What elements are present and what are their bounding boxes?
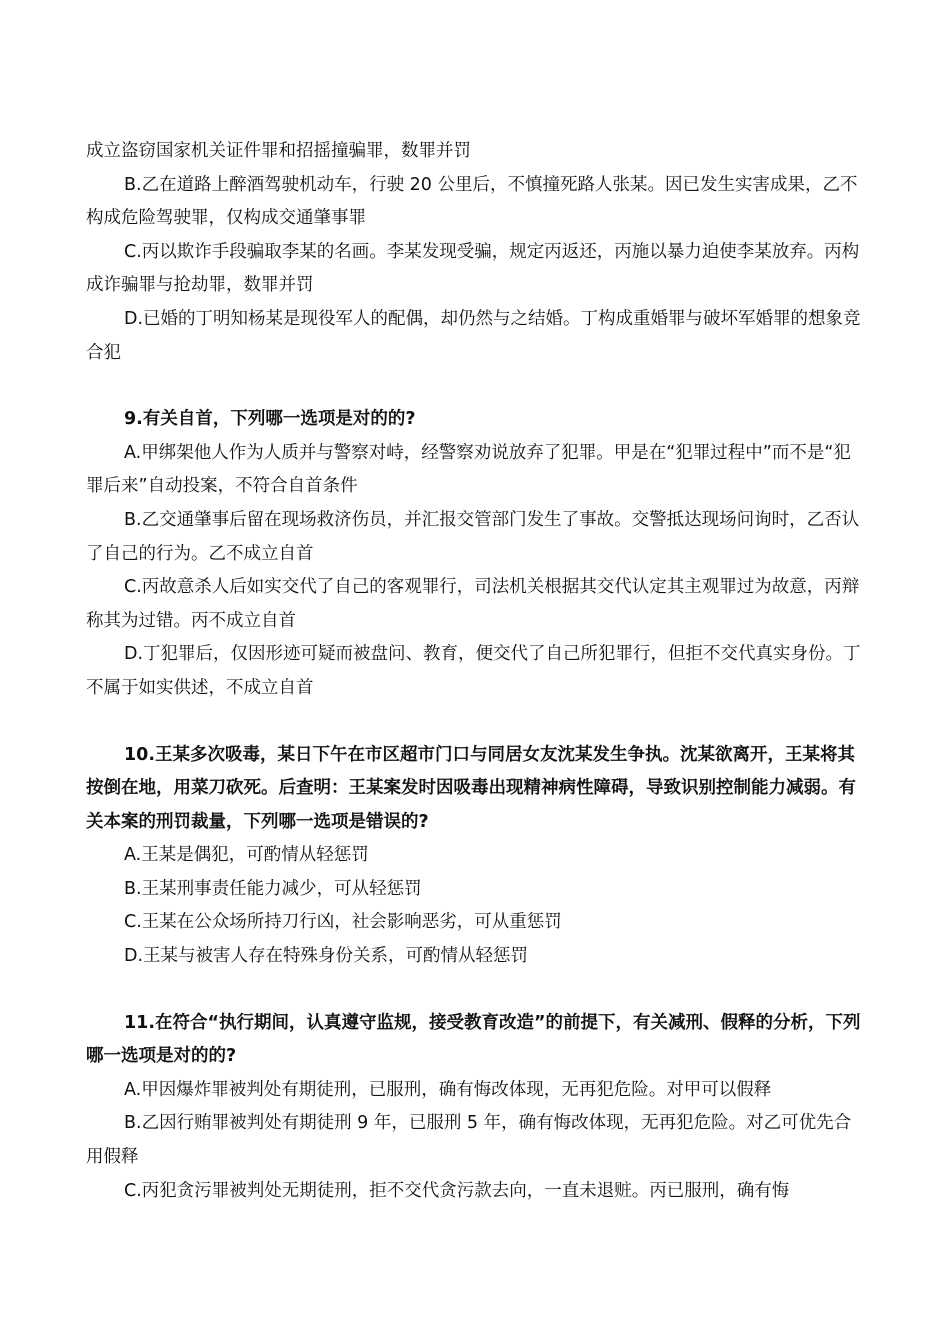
q9-option-d: D.丁犯罪后，仅因形迹可疑而被盘问、教育，便交代了自己所犯罪行，但拒不交代真实身份。丁不属于如实供述，不成立自首 <box>86 644 861 698</box>
q11-question: 11.在符合“执行期间，认真遵守监规，接受教育改造”的前提下，有关减刑、假释的分析，下列哪一选项是对的的? <box>86 1012 861 1067</box>
document-body <box>86 135 866 1208</box>
spacer <box>86 974 866 1007</box>
q9-option-c: C.丙故意杀人后如实交代了自己的客观罪行，司法机关根据其交代认定其主观罪过为故意，丙辩称其为过错。丙不成立自首 <box>86 577 860 631</box>
q8-option-c: C.丙以欺诈手段骗取李某的名画。李某发现受骗，规定丙返还，丙施以暴力迫使李某放弃。丙构成诈骗罪与抢劫罪，数罪并罚 <box>86 241 860 296</box>
q9-question: 9.有关自首，下列哪一选项是对的的? <box>124 409 416 430</box>
q10-question: 10.王某多次吸毒，某日下午在市区超市门口与同居女友沈某发生争执。沈某欲离开，王某将其按倒在地，用菜刀砍死。后查明：王某案发时因吸毒出现精神病性障碍，导致识别控制能力减弱。有关本案的刑罚裁量，下列哪一选项是错误的? <box>86 744 856 832</box>
spacer <box>86 706 866 739</box>
q10-option-c: C.王某在公众场所持刀行凶，社会影响恶劣，可从重惩罚 <box>124 912 562 933</box>
q9-option-a: A.甲绑架他人作为人质并与警察对峙，经警察劝说放弃了犯罪。甲是在“犯罪过程中”而不是“犯罪后来”自动投案，不符合自首条件 <box>86 442 851 497</box>
q10-option-d: D.王某与被害人存在特殊身份关系，可酌情从轻惩罚 <box>124 946 529 967</box>
q10-option-b: B.王某刑事责任能力减少，可从轻惩罚 <box>124 878 422 899</box>
q10-option-a: A.王某是偶犯，可酌情从轻惩罚 <box>124 845 369 866</box>
q9-option-b: B.乙交通肇事后留在现场救济伤员，并汇报交管部门发生了事故。交警抵达现场问询时，乙否认了自己的行为。乙不成立自首 <box>86 509 860 564</box>
spacer <box>86 370 866 403</box>
continuation-text: 成立盗窃国家机关证件罪和招摇撞骗罪，数罪并罚 <box>86 141 471 161</box>
q11-option-b: B.乙因行贿罪被判处有期徒刑 9 年，已服刑 5 年，确有悔改体现，无再犯危险。对乙可优先合用假释 <box>86 1113 852 1168</box>
q8-option-d: D.已婚的丁明知杨某是现役军人的配偶，却仍然与之结婚。丁构成重婚罪与破坏军婚罪的想象竞合犯 <box>86 308 861 363</box>
q11-option-a: A.甲因爆炸罪被判处有期徒刑，已服刑，确有悔改体现，无再犯危险。对甲可以假释 <box>124 1079 772 1100</box>
q8-option-b: B.乙在道路上醉酒驾驶机动车，行驶 20 公里后，不慎撞死路人张某。因已发生实害成果，乙不构成危险驾驶罪，仅构成交通肇事罪 <box>86 174 858 229</box>
q11-option-c: C.丙犯贪污罪被判处无期徒刑，拒不交代贪污款去向，一直未退赃。丙已服刑，确有悔 <box>124 1180 790 1201</box>
